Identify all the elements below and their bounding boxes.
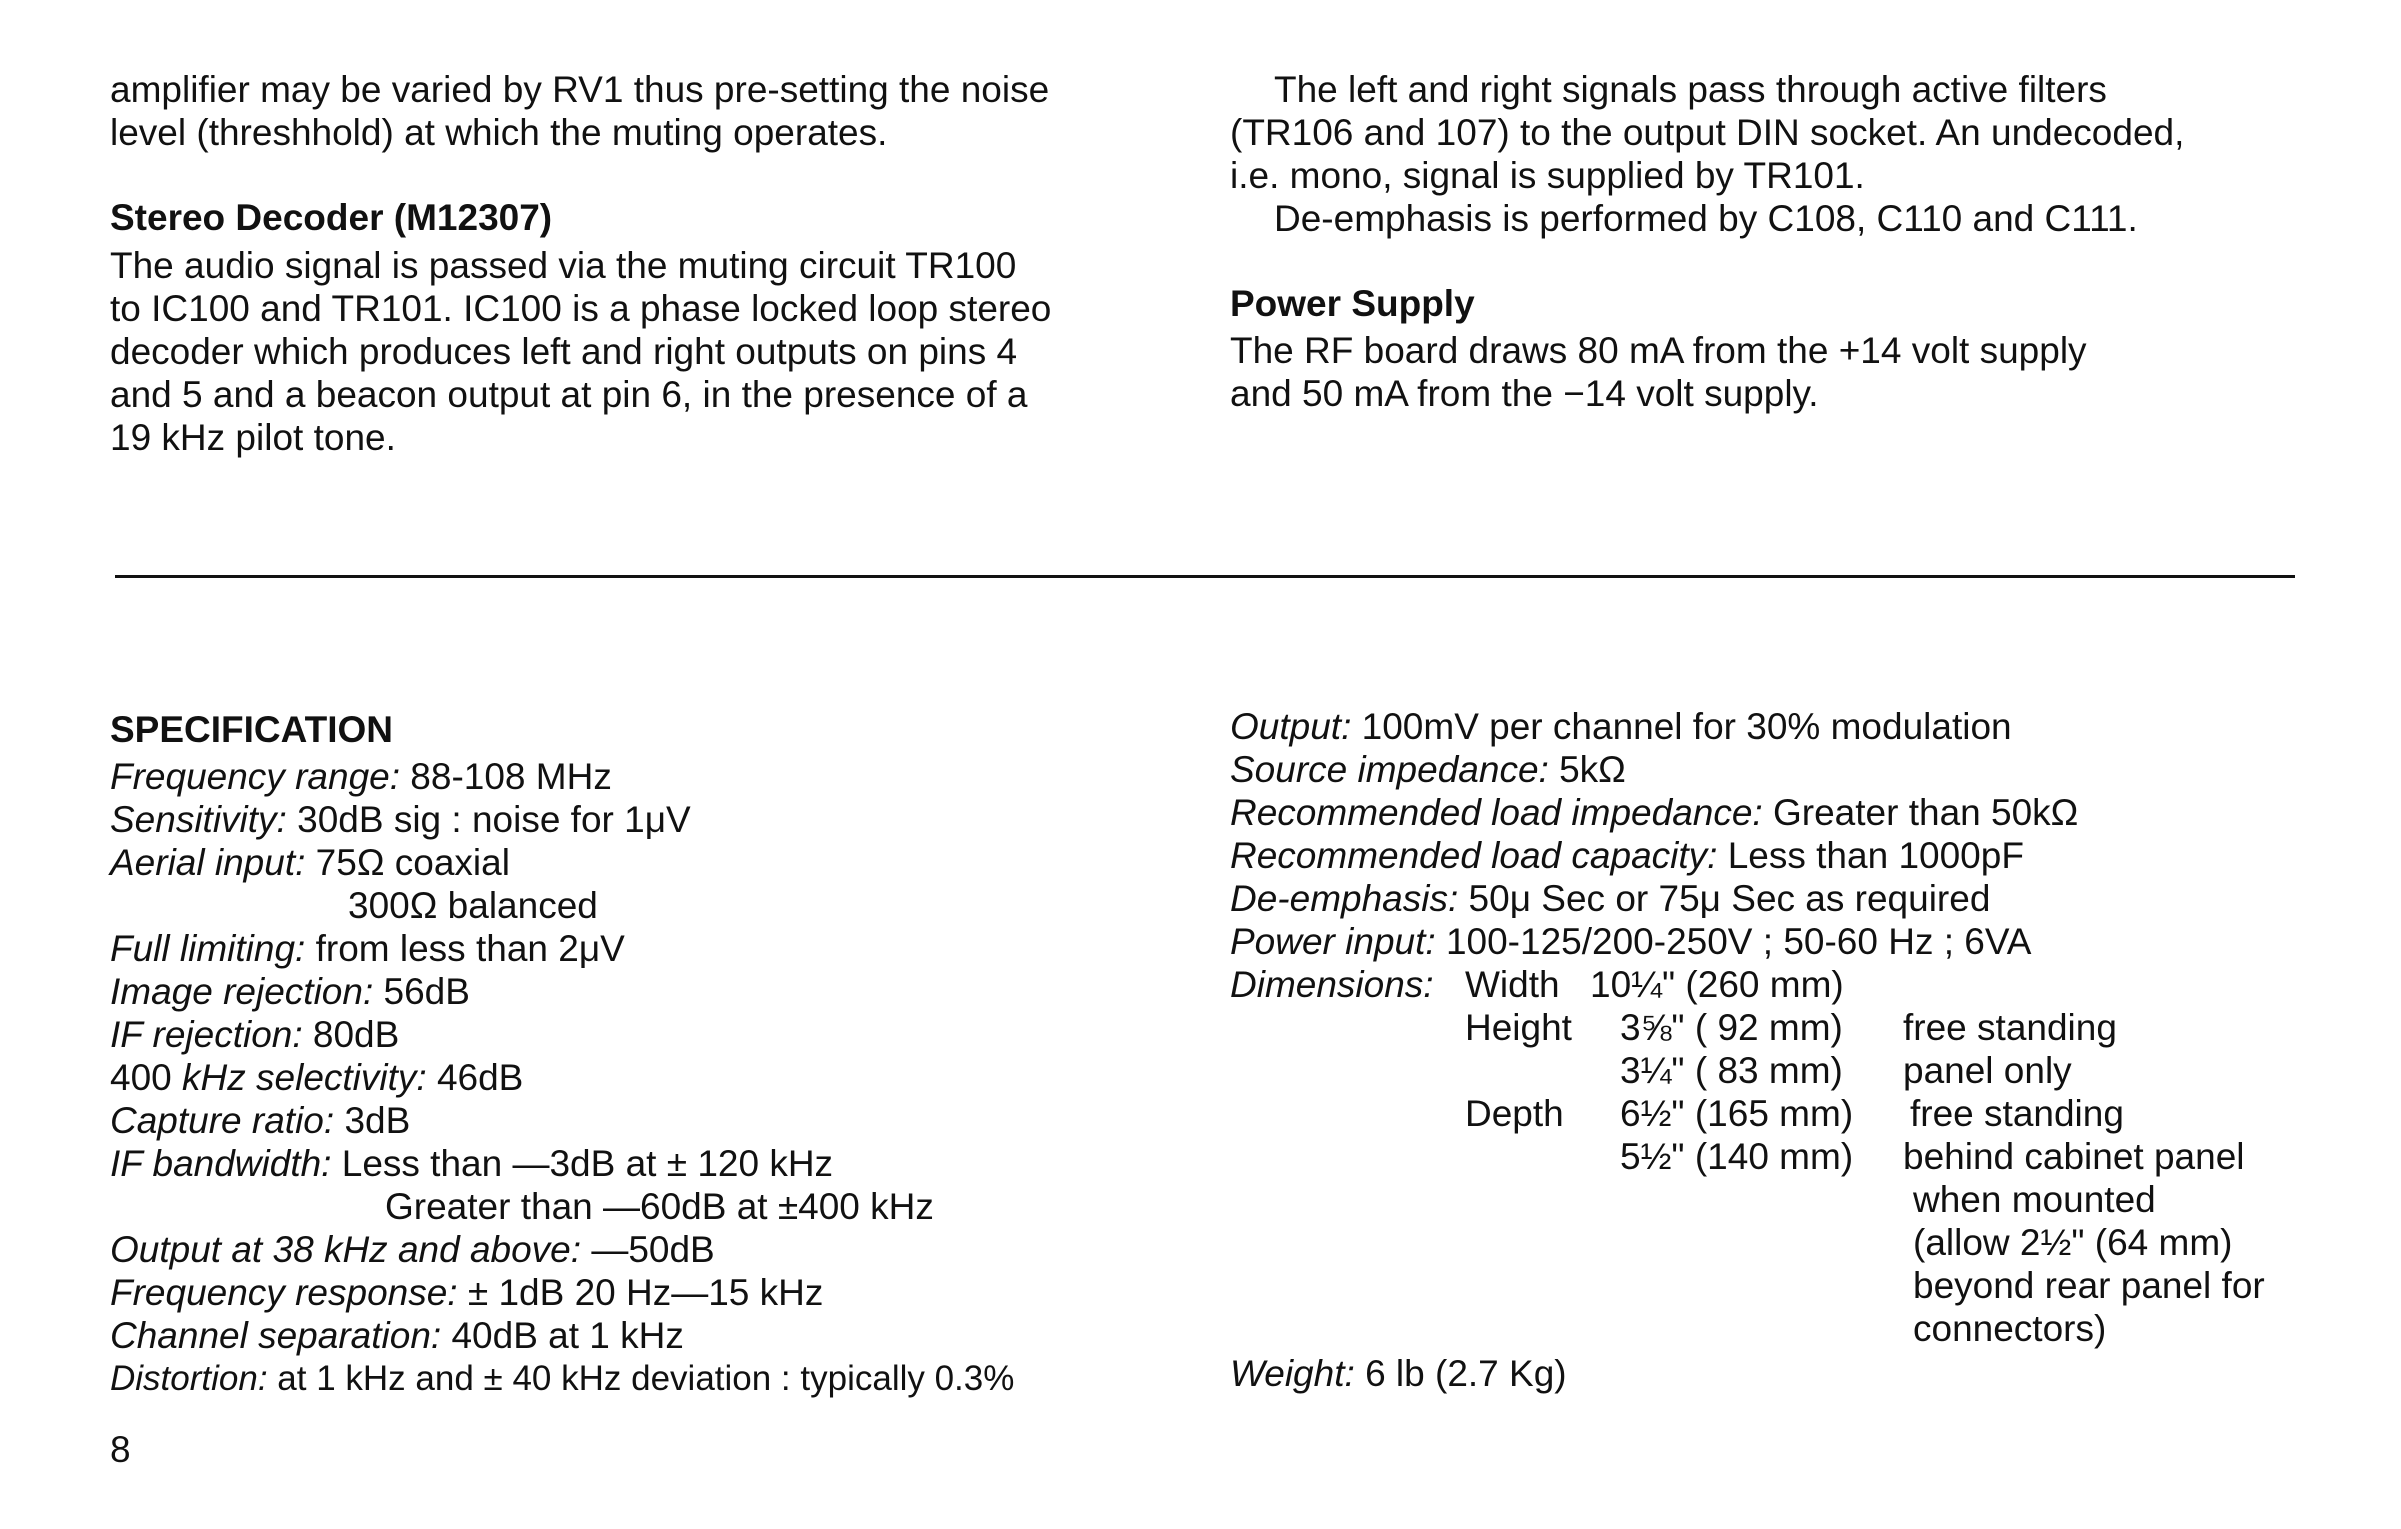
spec-dimensions-depth-note — [1230, 1264, 2330, 1307]
spec-if-rejection — [110, 1013, 1180, 1056]
section-heading: Power Supply — [1230, 283, 1475, 324]
stereo-decoder-section — [110, 196, 1180, 459]
text-line: The audio signal is passed via the muting circuit TR100 — [110, 245, 1017, 286]
spec-output — [1230, 705, 2330, 748]
spec-value: 300Ω balanced — [348, 885, 598, 926]
spec-label: Full limiting: — [110, 928, 306, 969]
spec-value: 88-108 MHz — [410, 756, 612, 797]
spec-label: kHz selectivity: — [182, 1057, 427, 1098]
spec-dimensions-depth-note — [1230, 1221, 2330, 1264]
spec-full-limiting — [110, 927, 1180, 970]
spec-value: Greater than 50kΩ — [1773, 792, 2079, 833]
spec-weight — [1230, 1352, 2300, 1395]
dimension-note: free standing — [1910, 1093, 2124, 1134]
spec-dimensions-depth-note — [1230, 1178, 2330, 1221]
spec-value: —50dB — [591, 1229, 715, 1270]
spec-value: 80dB — [312, 1014, 400, 1055]
text-line: The left and right signals pass through active filters — [1274, 69, 2107, 110]
spec-label: Weight: — [1230, 1353, 1355, 1394]
dimension-note: connectors) — [1913, 1308, 2107, 1349]
text-line: to IC100 and TR101. IC100 is a phase locked loop stereo — [110, 288, 1052, 329]
spec-value: 5kΩ — [1559, 749, 1626, 790]
spec-image-rejection — [110, 970, 1180, 1013]
spec-value: 100-125/200-250V ; 50-60 Hz ; 6VA — [1445, 921, 2032, 962]
spec-value: Less than —3dB at ± 120 kHz — [341, 1143, 834, 1184]
dimension-value: 6½" (165 mm) — [1620, 1093, 1854, 1134]
spec-label: Recommended load capacity: — [1230, 835, 1718, 876]
spec-value: 75Ω coaxial — [315, 842, 510, 883]
spec-label: Distortion: — [110, 1359, 268, 1398]
spec-power-input — [1230, 920, 2330, 963]
spec-prefix: Output at 38 — [110, 1229, 314, 1270]
spec-label: IF bandwidth: — [110, 1143, 332, 1184]
spec-value: from less than 2μV — [315, 928, 625, 969]
dimension-value: 3⅝" ( 92 mm) — [1620, 1007, 1843, 1048]
spec-sensitivity — [110, 798, 1180, 841]
spec-label: kHz and above: — [323, 1229, 582, 1270]
filters-paragraph — [1230, 68, 2300, 240]
spec-channel-separation — [110, 1314, 1180, 1357]
intro-paragraph — [110, 68, 1180, 154]
spec-de-emphasis — [1230, 877, 2330, 920]
section-divider — [115, 575, 2295, 578]
spec-dimensions-depth-1 — [1230, 1092, 2330, 1135]
dimension-value: 10¼" (260 mm) — [1590, 964, 1844, 1005]
spec-source-impedance — [1230, 748, 2330, 791]
dimension-note: behind cabinet panel — [1903, 1136, 2245, 1177]
specification-heading: SPECIFICATION — [110, 709, 393, 750]
spec-aerial-input — [110, 841, 1180, 884]
spec-label: Frequency response: — [110, 1272, 458, 1313]
dimension-note: free standing — [1903, 1007, 2117, 1048]
spec-value: Less than 1000pF — [1727, 835, 2024, 876]
spec-label: Image rejection: — [110, 971, 374, 1012]
spec-dimensions-height-1 — [1230, 1006, 2330, 1049]
spec-dimensions-depth-2 — [1230, 1135, 2330, 1178]
spec-value: 56dB — [383, 971, 470, 1012]
spec-if-bandwidth — [110, 1142, 1180, 1185]
dimension-note: panel only — [1903, 1050, 2072, 1091]
spec-value: 30dB sig : noise for 1μV — [297, 799, 691, 840]
page-number: 8 — [110, 1429, 131, 1470]
spec-label: Channel separation: — [110, 1315, 442, 1356]
spec-prefix: 400 — [110, 1057, 172, 1098]
dimension-value: 3¼" ( 83 mm) — [1620, 1050, 1843, 1091]
spec-label: Power input: — [1230, 921, 1436, 962]
text-line: decoder which produces left and right outputs on pins 4 — [110, 331, 1018, 372]
spec-label: Frequency range: — [110, 756, 401, 797]
spec-value: 100mV per channel for 30% modulation — [1361, 706, 2012, 747]
dimension-label: Height — [1465, 1007, 1572, 1048]
spec-frequency-response — [110, 1271, 1180, 1314]
spec-value: 46dB — [436, 1057, 524, 1098]
section-heading: Stereo Decoder (M12307) — [110, 197, 553, 238]
specification-left — [110, 708, 1180, 1400]
spec-value: ± 1dB 20 Hz—15 kHz — [467, 1272, 824, 1313]
spec-value: at 1 kHz and ± 40 kHz deviation : typically 0.3% — [277, 1359, 1015, 1398]
text-line: level (threshhold) at which the muting operates. — [110, 112, 888, 153]
text-line: (TR106 and 107) to the output DIN socket. An undecoded, — [1230, 112, 2185, 153]
spec-label: Capture ratio: — [110, 1100, 335, 1141]
spec-if-bandwidth-2 — [110, 1185, 1180, 1228]
dimension-note: beyond rear panel for — [1913, 1265, 2265, 1306]
text-line: amplifier may be varied by RV1 thus pre-setting the noise — [110, 69, 1050, 110]
spec-dimensions-width — [1230, 963, 2330, 1006]
text-line: The RF board draws 80 mA from the +14 volt supply — [1230, 330, 2087, 371]
specification-right — [1230, 705, 2330, 1350]
dimension-label: Depth — [1465, 1093, 1564, 1134]
spec-label: Dimensions: — [1230, 964, 1434, 1005]
spec-label: Aerial input: — [110, 842, 306, 883]
spec-value: 3dB — [344, 1100, 411, 1141]
dimension-value: 5½" (140 mm) — [1620, 1136, 1854, 1177]
spec-capture-ratio — [110, 1099, 1180, 1142]
spec-label: Output: — [1230, 706, 1352, 747]
spec-label: De-emphasis: — [1230, 878, 1459, 919]
spec-load-capacity — [1230, 834, 2330, 877]
spec-output-38khz — [110, 1228, 1180, 1271]
spec-label: Sensitivity: — [110, 799, 287, 840]
dimension-note: (allow 2½" (64 mm) — [1913, 1222, 2233, 1263]
text-line: and 50 mA from the −14 volt supply. — [1230, 373, 1819, 414]
power-supply-section — [1230, 282, 2300, 415]
spec-label: IF rejection: — [110, 1014, 303, 1055]
text-line: and 5 and a beacon output at pin 6, in the presence of a — [110, 374, 1028, 415]
spec-label: Recommended load impedance: — [1230, 792, 1763, 833]
text-line: 19 kHz pilot tone. — [110, 417, 396, 458]
dimension-label: Width — [1465, 964, 1560, 1005]
text-line: i.e. mono, signal is supplied by TR101. — [1230, 155, 1865, 196]
spec-value: 40dB at 1 kHz — [451, 1315, 684, 1356]
spec-frequency-range — [110, 755, 1180, 798]
spec-load-impedance — [1230, 791, 2330, 834]
spec-value: 6 lb (2.7 Kg) — [1365, 1353, 1567, 1394]
spec-dimensions-height-2 — [1230, 1049, 2330, 1092]
spec-distortion — [110, 1357, 1180, 1400]
spec-selectivity — [110, 1056, 1180, 1099]
spec-label: Source impedance: — [1230, 749, 1549, 790]
spec-value: 50μ Sec or 75μ Sec as required — [1468, 878, 1991, 919]
dimension-note: when mounted — [1913, 1179, 2156, 1220]
spec-dimensions-depth-note — [1230, 1307, 2330, 1350]
text-line: De-emphasis is performed by C108, C110 and C111. — [1274, 198, 2138, 239]
spec-value: Greater than —60dB at ±400 kHz — [385, 1186, 934, 1227]
spec-aerial-input-balanced — [110, 884, 1180, 927]
